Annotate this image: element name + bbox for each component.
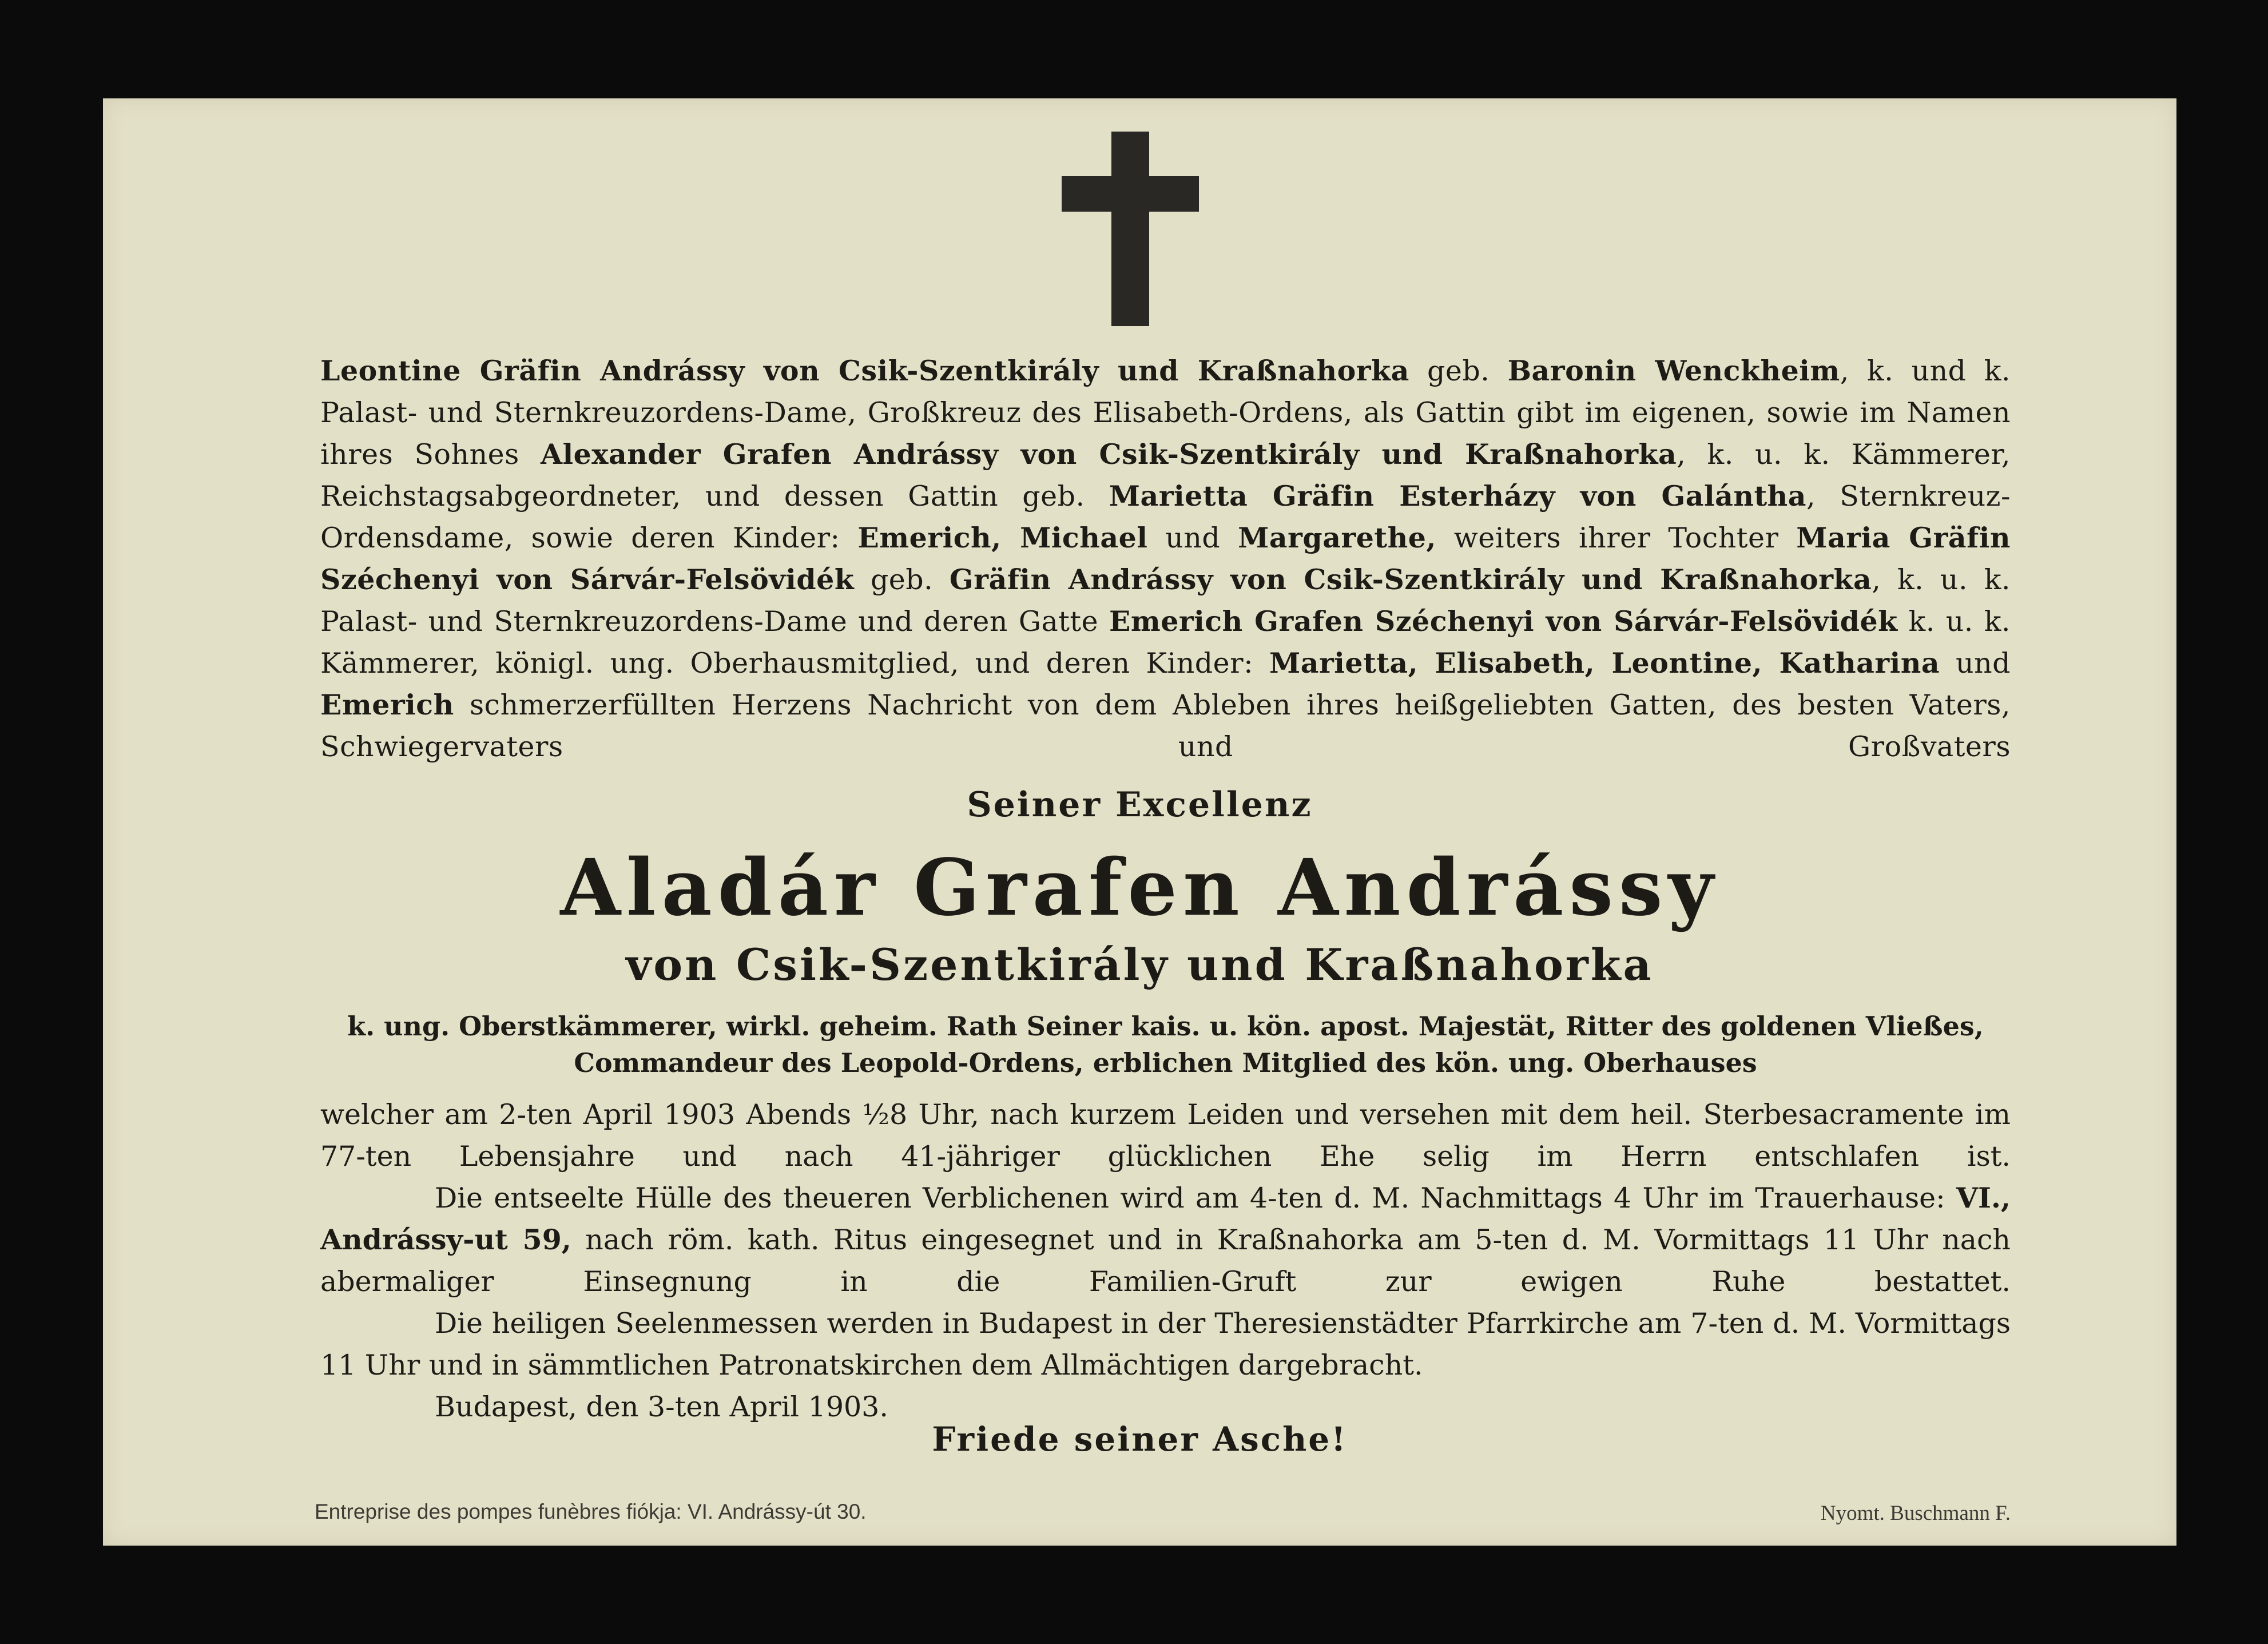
son-in-law-name: Emerich Grafen Széchenyi von Sárvár-Felsövidék bbox=[1109, 605, 1898, 638]
text: k. u. k. Kämmerer, königl. ung. Oberhausmitglied, und deren Kinder: bbox=[320, 605, 2011, 680]
text: , k. u. k. Kämmerer, Reichstagsabgeordneter, und dessen Gattin geb. bbox=[320, 438, 2011, 513]
funeral-paragraph bbox=[320, 1177, 2011, 1303]
titles-line-2: Commandeur des Leopold-Ordens, erblichen Mitglied des kön. ung. Oberhauses bbox=[574, 1047, 1757, 1078]
text: und bbox=[1940, 647, 2011, 680]
text: , k. und k. Palast- und Sternkreuzordens-Dame, Großkreuz des Elisabeth-Ordens, als Gattin gibt im eigenen, sowie im Namen ihres Sohnes bbox=[320, 355, 2011, 471]
text: schmerzerfüllten Herzens Nachricht von dem Ableben ihres heißgeliebten Gatten, des besten Vaters, Schwiegervaters und Großvaters bbox=[320, 689, 2011, 763]
death-paragraph: welcher am 2-ten April 1903 Abends ½8 Uhr, nach kurzem Leiden und versehen mit dem heil. Sterbesacramente im 77-ten Lebensjahre und nach 41-jähriger glücklichen Ehe selig im Herrn entschlafen ist. bbox=[320, 1098, 2011, 1173]
deceased-predicate: von Csik-Szentkirály und Kraßnahorka bbox=[626, 939, 1654, 990]
grandchild-name-emerich: Emerich bbox=[320, 688, 454, 721]
deceased-name: Aladár Grafen Andrássy bbox=[560, 842, 1719, 934]
text: und bbox=[1147, 522, 1238, 554]
mass-paragraph: Die heiligen Seelenmessen werden in Budapest in der Theresienstädter Pfarrkirche am 7-ten d. M. Vormittags 11 Uhr und in sämmtlichen Patronatskirchen dem Allmächtigen dargebracht. bbox=[320, 1307, 2011, 1381]
widow-maiden-name: Baronin Wenckheim bbox=[1507, 354, 1840, 387]
grandchildren-names-1: Emerich, Michael bbox=[857, 521, 1148, 554]
undertaker-imprint: Entreprise des pompes funèbres fiókja: VI. Andrássy-út 30. bbox=[315, 1500, 867, 1523]
text: Die entseelte Hülle des theueren Verblichenen wird am 4-ten d. M. Nachmittags 4 Uhr im Trauerhause: bbox=[435, 1182, 1956, 1214]
son-name: Alexander Grafen Andrássy von Csik-Szentkirály und Kraßnahorka bbox=[540, 438, 1677, 471]
notice-body bbox=[320, 1094, 2011, 1428]
text: , k. u. k. Palast- und Sternkreuzordens-Dame und deren Gatte bbox=[320, 563, 2011, 638]
printer-imprint: Nyomt. Buschmann F. bbox=[1820, 1502, 2011, 1525]
text: nach röm. kath. Ritus eingesegnet und in Kraßnahorka am 5-ten d. M. Vormittags 11 Uhr nach abermaliger Einsegnung in die Familien-Gruft zur ewigen Ruhe bestattet. bbox=[320, 1224, 2011, 1298]
daughter-maiden-name: Gräfin Andrássy von Csik-Szentkirály und Kraßnahorka bbox=[949, 563, 1872, 596]
widow-name: Leontine Gräfin Andrássy von Csik-Szentkirály und Kraßnahorka bbox=[320, 354, 1409, 387]
mourning-card bbox=[103, 98, 2176, 1546]
closing-line: Friede seiner Asche! bbox=[932, 1420, 1348, 1459]
honorific: Seiner Excellenz bbox=[967, 785, 1313, 825]
text: geb. bbox=[854, 563, 950, 596]
grandchild-name-margarethe: Margarethe, bbox=[1238, 521, 1436, 554]
cross-vertical-bar bbox=[1111, 132, 1149, 326]
deceased-titles bbox=[320, 1008, 2011, 1081]
place-date: Budapest, den 3-ten April 1903. bbox=[435, 1391, 888, 1423]
cross-horizontal-bar bbox=[1062, 176, 1199, 212]
text: geb. bbox=[1409, 355, 1508, 387]
cross-icon bbox=[1062, 132, 1199, 326]
titles-line-1: k. ung. Oberstkämmerer, wirkl. geheim. Rath Seiner kais. u. kön. apost. Majestät, Ritter des goldenen Vließes, bbox=[347, 1011, 1984, 1042]
mourning-house-address: VI., Andrássy-ut 59, bbox=[320, 1181, 2011, 1256]
grandchildren-names-2: Marietta, Elisabeth, Leontine, Katharina bbox=[1269, 646, 1940, 680]
text: weiters ihrer Tochter bbox=[1436, 522, 1797, 554]
text: , Sternkreuz-Ordensdame, sowie deren Kinder: bbox=[320, 480, 2011, 554]
announcement-paragraph bbox=[320, 350, 2011, 768]
daughter-name: Maria Gräfin Széchenyi von Sárvár-Felsövidék bbox=[320, 521, 2011, 596]
daughter-in-law-name: Marietta Gräfin Esterházy von Galántha bbox=[1109, 479, 1807, 513]
